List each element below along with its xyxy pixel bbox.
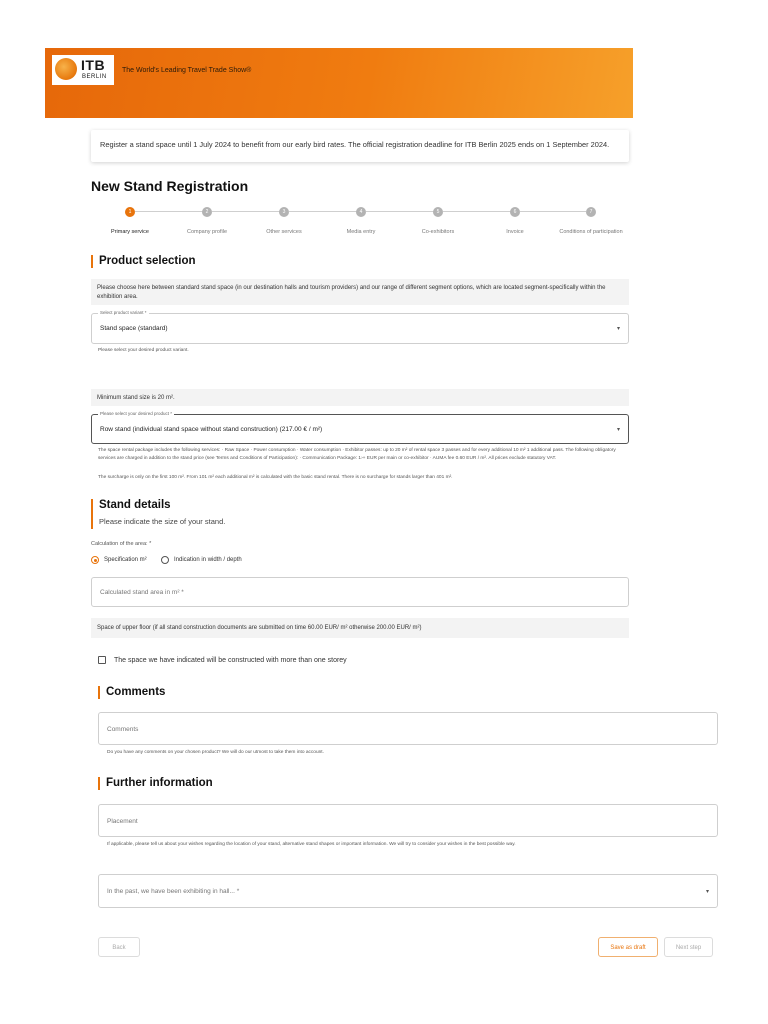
comments-helper: Do you have any comments on your chosen product? We will do our utmost to take them into account. [107,750,324,755]
comments-placeholder: Comments [107,726,139,733]
early-bird-notice [91,130,629,162]
registration-stepper [91,206,631,250]
past-hall-placeholder: In the past, we have been exhibiting in hall... * [107,888,240,895]
header-banner [45,48,633,118]
stand-details-block [91,499,225,529]
product-intro: Please choose here between standard stand space (in our destination halls and tourism providers) and our range of different segment options, which are located segment-specifically within the exhibition area. [91,279,629,305]
placement-input[interactable] [98,804,718,837]
step-4-dot[interactable]: 4 [356,207,366,217]
radio-specification-sqm[interactable] [91,556,99,564]
multi-storey-checkbox[interactable] [98,656,106,664]
back-button[interactable]: Back [98,937,140,957]
stand-area-placeholder: Calculated stand area in m² * [100,589,184,596]
product-select-value: Row stand (individual stand space without stand construction) (217.00 € / m²) [100,426,323,433]
chevron-down-icon: ▾ [616,427,620,433]
stand-area-input[interactable] [91,577,629,607]
step-5-dot[interactable]: 5 [433,207,443,217]
header-tagline: The World's Leading Travel Trade Show® [122,67,252,74]
multi-storey-label[interactable]: The space we have indicated will be constructed with more than one storey [114,657,347,664]
logo-brand: ITB [81,57,106,73]
further-info-title: Further information [98,777,213,790]
product-variant-value: Stand space (standard) [100,325,168,332]
step-connector [289,211,357,212]
chevron-down-icon: ▾ [705,889,709,895]
comments-input[interactable] [98,712,718,745]
comments-title: Comments [98,686,165,699]
product-select[interactable] [91,411,629,444]
stand-details-title: Stand details [99,499,171,511]
chevron-down-icon: ▾ [616,326,620,332]
product-select-label: Please select your desired product * [100,411,173,416]
stand-details-subtitle: Please indicate the size of your stand. [99,517,226,526]
area-calc-label: Calculation of the area: * [91,541,152,547]
step-6-label[interactable]: Invoice [506,229,524,235]
package-description: The space rental package includes the following services: · Raw Space · Power consumption · Water consumption · Exhibitor passes: up to 20 m² of rental space 3 passes and for every additional 10 m² 1 additional pass. The following obligatory services are charged in addition to the stand price (see Terms and Conditions of Participation): · Communication Package: 1›+ EUR per main or co-exhibitor · AUMA fee 0.60 EUR / m². All prices exclude statutory VAT. [98,448,616,461]
itb-logo [52,55,114,85]
step-7-label[interactable]: Conditions of participation [559,229,623,235]
step-connector [212,211,280,212]
step-2-label[interactable]: Company profile [186,229,228,235]
surcharge-note: The surcharge is only on the first 100 m². From 101 m² each additional m² is calculated with the basic stand rental. There is no surcharge for stands larger than 401 m². [98,475,453,480]
placement-helper: If applicable, please tell us about your wishes regarding the location of your stand, alternative stand shapes or important information. We will try to consider your wishes in the best possible way. [107,842,516,847]
product-variant-helper: Please select your desired product variant. [98,348,189,353]
product-variant-select[interactable] [91,310,629,344]
radio-width-depth[interactable] [161,556,169,564]
radio-width-depth-label[interactable]: Indication in width / depth [174,557,242,563]
step-3-label[interactable]: Other services [266,229,302,235]
min-stand-size: Minimum stand size is 20 m². [91,389,629,406]
save-draft-button[interactable]: Save as draft [598,937,658,957]
page-title: New Stand Registration [91,178,249,194]
logo-brand-sub: BERLIN [82,74,107,80]
step-connector [443,211,511,212]
globe-icon [55,58,77,80]
step-connector [366,211,434,212]
placement-placeholder: Placement [107,818,138,825]
step-5-label[interactable]: Co-exhibitors [421,229,455,235]
step-connector [520,211,586,212]
step-7-dot[interactable]: 7 [586,207,596,217]
notice-text: Register a stand space until 1 July 2024 to benefit from our early bird rates. The official registration deadline for ITB Berlin 2025 ends on 1 September 2024. [100,140,610,149]
radio-specification-sqm-label[interactable]: Specification m² [104,557,147,563]
past-hall-select[interactable] [98,874,718,908]
step-1-label[interactable]: Primary service [111,229,149,235]
step-4-label[interactable]: Media entry [346,229,376,235]
product-variant-label: Select product variant * [100,310,147,315]
next-step-button[interactable]: Next step [664,937,713,957]
step-1-dot[interactable]: 1 [125,207,135,217]
step-2-dot[interactable]: 2 [202,207,212,217]
step-connector [135,211,203,212]
step-6-dot[interactable]: 6 [510,207,520,217]
step-3-dot[interactable]: 3 [279,207,289,217]
upper-floor-note: Space of upper floor (if all stand construction documents are submitted on time 60.00 EUR/ m² otherwise 200.00 EUR/ m²) [91,618,629,638]
product-selection-title: Product selection [91,255,196,268]
